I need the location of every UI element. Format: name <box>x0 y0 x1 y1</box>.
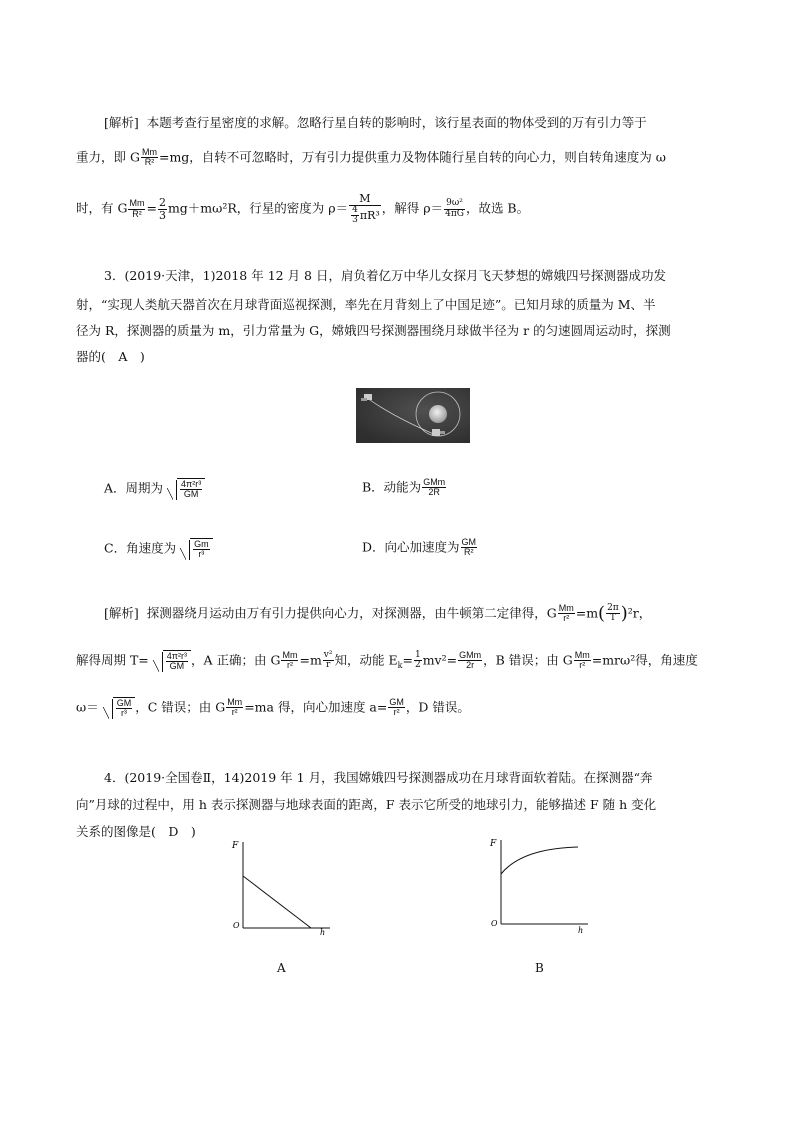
q3-line1: 3．(2019·天津，1)2018 年 12 月 8 日，肩负着亿万中华儿女探月飞天梦想的嫦娥四号探测器成功发 <box>104 268 666 283</box>
fraction: $\frac{Mm}{\text{r²}}$ <box>282 650 298 671</box>
fraction: $\frac{Mm}{\text{R²}}$ <box>129 198 145 219</box>
x-axis-label: h <box>320 928 326 936</box>
x-axis-label: h <box>578 926 584 935</box>
analysis3-line2: 解得周期 T= $\frac{\text{4π²r³}}{GM}$ ，A 正确；由 G $\frac{Mm}{\text{r²}}$ =m $\frac{\text{v²}}{r}$ 知，动能 $E_k=$ $\frac{1}{2}$ mv²= $\frac{\text{GMm}}{2r}$ ，B 错误；由 G $\frac{Mm}{\text{r²}}$ =mrω²得，角速度 <box>76 650 698 672</box>
analysis-tag: [解析] <box>104 605 139 621</box>
analysis-tag: [解析] <box>104 115 139 130</box>
y-axis-label: F <box>232 841 239 851</box>
origin-label: O <box>233 921 240 930</box>
lunar-probe-image <box>356 388 470 443</box>
q3-line3: 径为 R，探测器的质量为 m，引力常量为 G，嫦娥四号探测器围绕月球做半径为 r 的匀速圆周运动时，探测 <box>76 323 671 338</box>
graph-b[interactable] <box>484 836 594 936</box>
fraction: $\frac{\text{v²}}{r}$ <box>323 650 333 671</box>
option-d[interactable]: D．向心加速度为 $\frac{GM}{\text{R²}}$ <box>362 537 477 558</box>
fraction: $\frac{Mm}{\text{r²}}$ <box>227 697 243 718</box>
fraction: $\frac{\text{GMm}}{2r}$ <box>459 650 482 671</box>
q4-line1: 4．(2019·全国卷Ⅱ，14)2019 年 1 月，我国嫦娥四号探测器成功在月球背面软着陆。在探测器“奔 <box>104 770 653 785</box>
sqrt-expression: $\frac{Gm}{\text{r³}}$ <box>180 538 213 560</box>
fraction: $\frac{2\pi}{T}$ <box>607 603 619 624</box>
fraction: $\frac{\text{GMm}}{2R}$ <box>423 477 446 498</box>
fraction: $\frac{Mm}{\text{r²}}$ <box>558 603 574 624</box>
sqrt-expression: $\frac{\text{4π²r³}}{GM}$ <box>153 650 191 672</box>
fraction: $\frac{\text{9ω²}}{4\pi G}$ <box>445 198 464 219</box>
fraction: $\frac{Mm}{\text{R²}}$ <box>141 147 157 168</box>
analysis3-line3: ω＝ $\frac{GM}{\text{r³}}$ ，C 错误；由 G $\frac{Mm}{\text{r²}}$ =ma 得，向心加速度 a= $\frac{GM}{\text{r²}}$ ，D 错误。 <box>76 697 470 719</box>
density-fraction: M $\frac{4}{3}$ πR³ <box>349 193 381 225</box>
graph-b-caption: B <box>535 961 544 975</box>
analysis1-line3: 时，有 G $\frac{Mm}{\text{R²}}$ = $\frac{2}{3}$ mg＋mω²R，行星的密度为 ρ＝ M $\frac{4}{3}$ πR³ ，解得 ρ＝ $\frac{\text{9ω²}}{4\pi G}$ ，故选 B。 <box>76 192 530 225</box>
analysis1-line2: 重力，即 G $\frac{Mm}{\text{R²}}$ =mg，自转不可忽略时，万有引力提供重力及物体随行星自转的向心力，则自转角速度为 ω <box>76 147 666 168</box>
y-axis-label: F <box>490 839 497 849</box>
fraction: $\frac{GM}{\text{R²}}$ <box>461 537 477 558</box>
fraction: $\frac{2}{3}$ <box>158 196 166 222</box>
option-a[interactable]: A．周期为 $\frac{\text{4π²r³}}{GM}$ <box>104 478 205 500</box>
q4-line3: 关系的图像是( D ) <box>76 824 196 839</box>
fraction: $\frac{1}{2}$ <box>414 650 421 671</box>
graph-b-curve <box>501 847 578 874</box>
graph-a[interactable] <box>226 836 336 936</box>
analysis3-line1: [解析] 探测器绕月运动由万有引力提供向心力，对探测器，由牛顿第二定律得，G $\frac{Mm}{\text{r²}}$ =m( $\frac{2\pi}{T}$ )²r， <box>104 602 652 624</box>
sqrt-expression: $\frac{GM}{\text{r³}}$ <box>103 697 136 719</box>
option-b[interactable]: B．动能为 $\frac{\text{GMm}}{2R}$ <box>362 477 446 498</box>
graph-a-caption: A <box>277 961 286 975</box>
q3-line4: 器的( A ) <box>76 349 145 364</box>
graph-a-curve <box>243 876 311 928</box>
fraction: $\frac{GM}{\text{r²}}$ <box>389 697 404 718</box>
q3-line2: 射，“实现人类航天器首次在月球背面巡视探测，率先在月背刻上了中国足迹”。已知月球的质量为 M、半 <box>76 297 656 312</box>
fraction: $\frac{Mm}{\text{r²}}$ <box>574 650 590 671</box>
analysis1-line1: [解析] 本题考查行星密度的求解。忽略行星自转的影响时，该行星表面的物体受到的万有引力等于 <box>104 115 647 130</box>
q4-line2: 向”月球的过程中，用 h 表示探测器与地球表面的距离，F 表示它所受的地球引力，能够描述 F 随 h 变化 <box>76 797 657 812</box>
sqrt-expression: $\frac{\text{4π²r³}}{GM}$ <box>167 478 205 500</box>
option-c[interactable]: C．角速度为 $\frac{Gm}{\text{r³}}$ <box>104 538 213 560</box>
origin-label: O <box>491 919 498 928</box>
